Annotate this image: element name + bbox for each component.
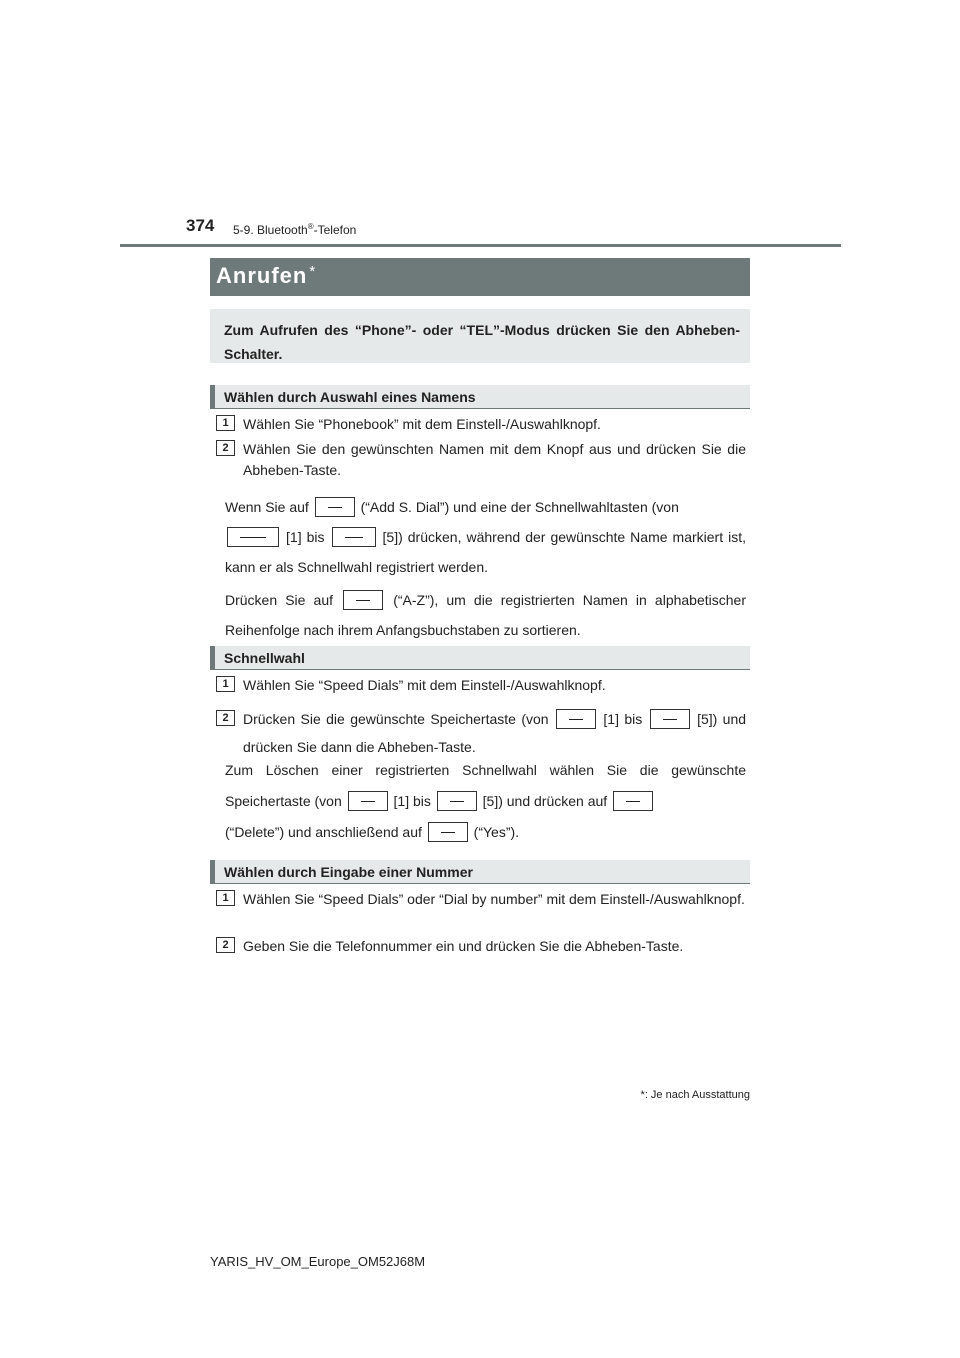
step-text: Wählen Sie “Speed Dials” mit dem Einstell-/Auswahlknopf.	[243, 677, 606, 693]
step-text: Wählen Sie “Speed Dials” oder “Dial by number” mit dem Einstell-/Auswahlknopf.	[243, 891, 745, 907]
header-rule	[120, 244, 841, 247]
note-sort-az: Drücken Sie auf (“A-Z”), um die registrierten Namen in alphabetischer Reihenfolge nach ihrem Anfangsbuchstaben zu sortieren.	[225, 592, 746, 638]
step-text: Wählen Sie “Phonebook” mit dem Einstell-/Auswahlknopf.	[243, 416, 601, 432]
step-number: 1	[216, 415, 235, 431]
button-key-icon	[428, 822, 468, 842]
section-heading-name-selection: Wählen durch Auswahl eines Namens	[210, 385, 750, 409]
section-heading-speed-dial: Schnellwahl	[210, 646, 750, 670]
step-number: 2	[216, 937, 235, 953]
note-add-speed-dial: Wenn Sie auf (“Add S. Dial”) und eine der Schnellwahltasten (von [1] bis [5]) drücken, während der gewünschte Name markiert ist, kann er als Schnellwahl registriert werden.	[225, 499, 746, 575]
button-key-icon	[343, 590, 383, 610]
button-key-icon	[332, 527, 376, 547]
button-key-icon	[437, 791, 477, 811]
section-heading-number-entry: Wählen durch Eingabe einer Nummer	[210, 860, 750, 884]
page-title: Anrufen *	[210, 258, 750, 296]
button-key-icon	[613, 791, 653, 811]
step-number: 2	[216, 710, 235, 726]
step-text: Drücken Sie die gewünschte Speichertaste (von [1] bis [5]) und drücken Sie dann die Abheben-Taste.	[243, 711, 747, 755]
step-number: 1	[216, 676, 235, 692]
button-key-icon	[556, 709, 596, 729]
intro-box: Zum Aufrufen des “Phone”- oder “TEL”-Modus drücken Sie den Abheben-Schalter.	[210, 309, 750, 363]
asterisk-icon: *	[640, 1089, 645, 1101]
step-text: Wählen Sie den gewünschten Namen mit dem Knopf aus und drücken Sie die Abheben-Taste.	[243, 441, 746, 478]
section-reference: 5-9. Bluetooth®-Telefon	[233, 222, 357, 237]
registered-mark: ®	[307, 222, 314, 231]
step-text: Geben Sie die Telefonnummer ein und drücken Sie die Abheben-Taste.	[243, 938, 684, 954]
page-number: 374	[186, 216, 215, 235]
step-number: 2	[216, 440, 235, 456]
footnote: *: Je nach Ausstattung	[640, 1089, 750, 1101]
button-key-icon	[227, 527, 279, 547]
document-id: YARIS_HV_OM_Europe_OM52J68M	[210, 1254, 426, 1269]
button-key-icon	[315, 497, 355, 517]
step-number: 1	[216, 890, 235, 906]
note-delete-speed-dial: Zum Löschen einer registrierten Schnellwahl wählen Sie die gewünschte Speichertaste (von [1] bis [5]) und drücken auf (“Delete”) und anschließend auf (“Yes”).	[225, 762, 746, 840]
asterisk-icon: *	[309, 263, 317, 280]
button-key-icon	[348, 791, 388, 811]
button-key-icon	[650, 709, 690, 729]
